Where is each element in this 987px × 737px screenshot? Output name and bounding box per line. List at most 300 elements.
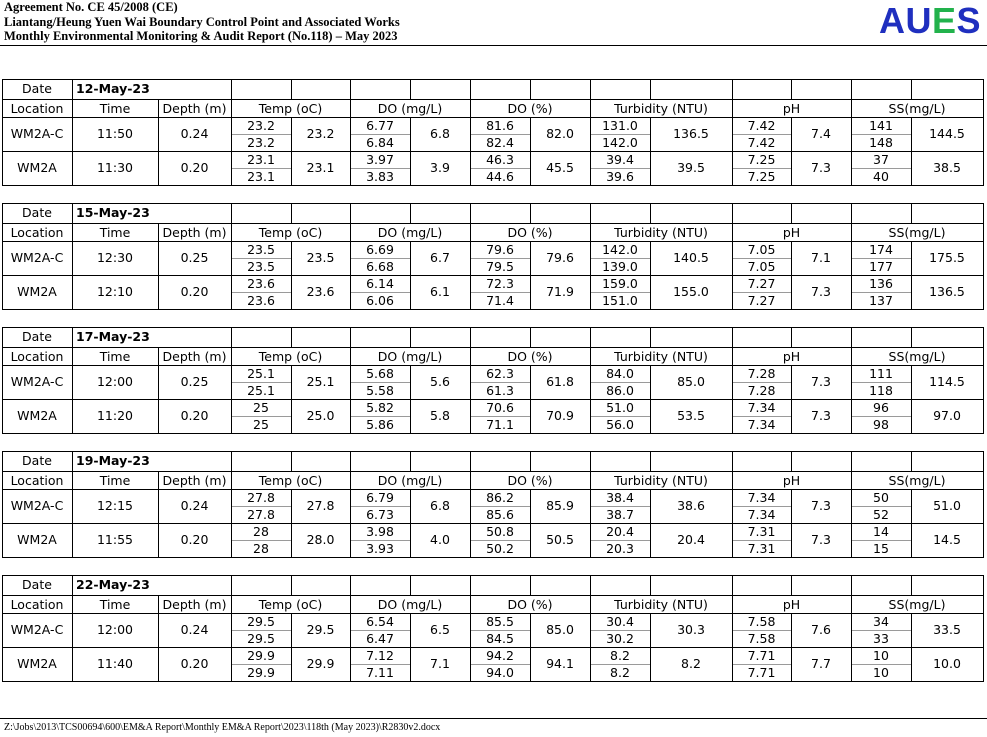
ph-reading-2: 7.34: [747, 417, 776, 432]
temp-average: 25.0: [306, 408, 335, 423]
do-pct-reading-1: 79.6: [486, 242, 514, 257]
grid-line: [2, 347, 3, 366]
grid-line: [72, 575, 73, 596]
aues-logo: AUES: [878, 0, 981, 41]
sub-row-divider: [232, 630, 291, 631]
temp-reading-2: 27.8: [247, 507, 275, 522]
sub-row-divider: [351, 664, 410, 665]
temp-reading-1: 25.1: [247, 366, 275, 381]
grid-line: [983, 203, 984, 224]
grid-line: [983, 647, 984, 682]
do-mgl-average: 5.8: [430, 408, 450, 423]
grid-line: [911, 327, 912, 348]
sub-row-divider: [733, 540, 791, 541]
grid-line: [158, 275, 159, 310]
grid-line: [231, 241, 232, 276]
grid-line: [732, 613, 733, 648]
grid-line: [911, 451, 912, 472]
depth-header: Depth (m): [162, 349, 227, 364]
depth-header: Depth (m): [162, 597, 227, 612]
temp-average: 28.0: [306, 532, 335, 547]
grid-line: [350, 223, 351, 242]
grid-line: [911, 489, 912, 524]
grid-line: [72, 489, 73, 524]
grid-line: [650, 151, 651, 186]
grid-line: [231, 117, 232, 152]
grid-line: [791, 241, 792, 276]
depth-header: Depth (m): [162, 101, 227, 116]
grid-line: [650, 275, 651, 310]
grid-line: [983, 347, 984, 366]
ss-reading-1: 50: [873, 490, 889, 505]
grid-line: [410, 327, 411, 348]
ph-average: 7.3: [811, 408, 831, 423]
temp-header: Temp (oC): [258, 473, 323, 488]
grid-line: [732, 489, 733, 524]
do-mgl-reading-2: 6.06: [366, 293, 394, 308]
turbidity-header: Turbidity (NTU): [614, 225, 708, 240]
do-mgl-reading-2: 6.84: [366, 135, 394, 150]
temp-average: 23.5: [306, 250, 335, 265]
grid-line: [350, 523, 351, 558]
location-header: Location: [10, 597, 64, 612]
grid-line: [732, 327, 733, 348]
grid-line: [590, 575, 591, 596]
sub-row-divider: [852, 134, 911, 135]
grid-line: [983, 471, 984, 490]
turbidity-reading-2: 139.0: [602, 259, 638, 274]
grid-line: [530, 489, 531, 524]
grid-line: [983, 275, 984, 310]
ss-reading-2: 33: [873, 631, 889, 646]
grid-line: [72, 99, 73, 118]
sub-row-divider: [351, 416, 410, 417]
temp-reading-1: 23.6: [247, 276, 275, 291]
grid-line: [911, 399, 912, 434]
grid-line: [72, 203, 73, 224]
grid-line: [72, 399, 73, 434]
ss-header: SS(mg/L): [888, 101, 946, 116]
sub-row-divider: [471, 292, 530, 293]
ph-reading-1: 7.58: [747, 614, 776, 629]
grid-line: [470, 327, 471, 348]
report-title-line: Monthly Environmental Monitoring & Audit Report (No.118) – May 2023: [4, 29, 398, 43]
do-pct-reading-1: 81.6: [486, 118, 514, 133]
grid-line: [851, 365, 852, 400]
grid-line: [650, 489, 651, 524]
location-cell: WM2A: [17, 656, 57, 671]
grid-line: [231, 151, 232, 186]
sub-row-divider: [351, 168, 410, 169]
ss-average: 144.5: [929, 126, 965, 141]
grid-line: [470, 223, 471, 242]
time-header: Time: [99, 101, 131, 116]
ph-reading-1: 7.05: [747, 242, 776, 257]
grid-line: [72, 451, 73, 472]
time-cell: 12:15: [96, 498, 134, 513]
grid-line: [590, 79, 591, 100]
location-cell: WM2A-C: [10, 498, 64, 513]
grid-line: [851, 79, 852, 100]
grid-line: [530, 241, 531, 276]
turbidity-reading-1: 30.4: [606, 614, 634, 629]
ph-reading-1: 7.28: [747, 366, 776, 381]
ph-header: pH: [782, 225, 801, 240]
ss-reading-1: 174: [869, 242, 893, 257]
ph-reading-2: 7.05: [747, 259, 776, 274]
turbidity-reading-1: 131.0: [602, 118, 638, 133]
sub-row-divider: [591, 292, 650, 293]
ph-header: pH: [782, 597, 801, 612]
grid-line: [291, 275, 292, 310]
sub-row-divider: [232, 416, 291, 417]
grid-line: [732, 275, 733, 310]
grid-line: [231, 575, 232, 596]
grid-line: [291, 151, 292, 186]
grid-line: [231, 203, 232, 224]
grid-line: [2, 79, 3, 100]
grid-line: [732, 79, 733, 100]
ss-average: 114.5: [929, 374, 965, 389]
grid-line: [590, 399, 591, 434]
ph-average: 7.3: [811, 284, 831, 299]
grid-line: [231, 79, 232, 100]
turbidity-reading-2: 38.7: [606, 507, 634, 522]
do-mgl-average: 6.8: [430, 126, 450, 141]
grid-line: [291, 79, 292, 100]
grid-line: [2, 523, 3, 558]
turbidity-reading-1: 142.0: [602, 242, 638, 257]
grid-line: [851, 613, 852, 648]
temp-average: 23.1: [306, 160, 335, 175]
ph-reading-1: 7.27: [747, 276, 776, 291]
grid-line: [158, 647, 159, 682]
ph-reading-2: 7.71: [747, 665, 776, 680]
sub-row-divider: [471, 540, 530, 541]
ph-reading-2: 7.42: [747, 135, 776, 150]
do-mgl-average: 5.6: [430, 374, 450, 389]
grid-line: [291, 613, 292, 648]
grid-line: [231, 223, 232, 242]
do-pct-reading-1: 70.6: [486, 400, 514, 415]
do-pct-reading-1: 85.5: [486, 614, 514, 629]
temp-reading-2: 29.9: [247, 665, 275, 680]
do-pct-average: 94.1: [546, 656, 574, 671]
ss-reading-2: 40: [873, 169, 889, 184]
turbidity-reading-2: 39.6: [606, 169, 634, 184]
grid-line: [231, 275, 232, 310]
turbidity-reading-2: 20.3: [606, 541, 634, 556]
date-label: Date: [22, 329, 52, 344]
grid-line: [911, 365, 912, 400]
grid-line: [231, 471, 232, 490]
grid-line: [231, 595, 232, 614]
temp-header: Temp (oC): [258, 597, 323, 612]
grid-line: [983, 79, 984, 100]
grid-line: [732, 471, 733, 490]
grid-line: [590, 241, 591, 276]
ss-reading-1: 14: [873, 524, 889, 539]
grid-line: [911, 117, 912, 152]
grid-line: [732, 595, 733, 614]
temp-header: Temp (oC): [258, 349, 323, 364]
depth-cell: 0.20: [180, 284, 209, 299]
sub-row-divider: [852, 630, 911, 631]
sub-row-divider: [591, 134, 650, 135]
grid-line: [851, 327, 852, 348]
grid-line: [291, 575, 292, 596]
grid-line: [791, 365, 792, 400]
location-cell: WM2A: [17, 408, 57, 423]
ph-header: pH: [782, 473, 801, 488]
table-bottom-border: [2, 309, 984, 310]
temp-reading-1: 28: [253, 524, 269, 539]
file-path-footer: Z:\Jobs\2013\TCS00694\600\EM&A Report\Monthly EM&A Report\2023\118th (May 2023)\R2830v2.docx: [4, 722, 441, 733]
sub-row-divider: [351, 292, 410, 293]
grid-line: [911, 241, 912, 276]
grid-line: [530, 399, 531, 434]
grid-line: [851, 523, 852, 558]
grid-line: [291, 647, 292, 682]
location-cell: WM2A: [17, 532, 57, 547]
grid-line: [851, 451, 852, 472]
ph-reading-2: 7.58: [747, 631, 776, 646]
grid-line: [590, 327, 591, 348]
grid-line: [410, 203, 411, 224]
sub-row-divider: [852, 664, 911, 665]
grid-line: [470, 489, 471, 524]
temp-reading-1: 27.8: [247, 490, 275, 505]
depth-cell: 0.24: [180, 126, 209, 141]
sub-row-divider: [733, 168, 791, 169]
grid-line: [158, 365, 159, 400]
grid-line: [410, 575, 411, 596]
turbidity-reading-1: 84.0: [606, 366, 634, 381]
grid-line: [231, 347, 232, 366]
grid-line: [231, 99, 232, 118]
do-mgl-reading-1: 5.82: [366, 400, 394, 415]
sub-row-divider: [471, 416, 530, 417]
do-mgl-reading-1: 6.14: [366, 276, 394, 291]
grid-line: [158, 241, 159, 276]
do-mgl-reading-1: 5.68: [366, 366, 394, 381]
do-mgl-reading-1: 3.97: [366, 152, 394, 167]
grid-line: [2, 327, 3, 348]
turbidity-reading-2: 8.2: [610, 665, 630, 680]
grid-line: [590, 347, 591, 366]
grid-line: [470, 347, 471, 366]
grid-line: [732, 203, 733, 224]
ph-average: 7.6: [811, 622, 831, 637]
grid-line: [650, 647, 651, 682]
grid-line: [410, 275, 411, 310]
sub-row-divider: [232, 382, 291, 383]
grid-line: [410, 241, 411, 276]
grid-line: [590, 595, 591, 614]
temp-reading-2: 28: [253, 541, 269, 556]
grid-line: [410, 79, 411, 100]
grid-line: [350, 471, 351, 490]
do-pct-average: 61.8: [546, 374, 574, 389]
table-bottom-border: [2, 557, 984, 558]
grid-line: [983, 241, 984, 276]
ss-average: 10.0: [933, 656, 961, 671]
sub-row-divider: [351, 258, 410, 259]
depth-header: Depth (m): [162, 473, 227, 488]
grid-line: [650, 575, 651, 596]
sub-row-divider: [351, 540, 410, 541]
do-mgl-reading-1: 6.77: [366, 118, 394, 133]
turbidity-average: 38.6: [677, 498, 705, 513]
grid-line: [791, 327, 792, 348]
ph-average: 7.4: [811, 126, 831, 141]
grid-line: [231, 399, 232, 434]
sub-row-divider: [591, 416, 650, 417]
grid-line: [590, 451, 591, 472]
grid-line: [791, 613, 792, 648]
sub-row-divider: [232, 664, 291, 665]
turbidity-reading-2: 142.0: [602, 135, 638, 150]
grid-line: [158, 99, 159, 118]
grid-line: [2, 647, 3, 682]
turbidity-reading-1: 8.2: [610, 648, 630, 663]
date-value: 12-May-23: [76, 81, 150, 96]
grid-line: [350, 613, 351, 648]
do-pct-reading-1: 72.3: [486, 276, 514, 291]
grid-line: [650, 203, 651, 224]
turbidity-average: 53.5: [677, 408, 705, 423]
grid-line: [410, 523, 411, 558]
grid-line: [791, 647, 792, 682]
ph-average: 7.3: [811, 532, 831, 547]
grid-line: [911, 613, 912, 648]
ss-reading-1: 136: [869, 276, 893, 291]
grid-line: [72, 647, 73, 682]
grid-line: [72, 223, 73, 242]
grid-line: [791, 203, 792, 224]
grid-line: [410, 489, 411, 524]
sub-row-divider: [733, 630, 791, 631]
grid-line: [650, 117, 651, 152]
grid-line: [983, 575, 984, 596]
temp-reading-1: 25: [253, 400, 269, 415]
grid-line: [791, 151, 792, 186]
grid-line: [158, 489, 159, 524]
sub-row-divider: [852, 416, 911, 417]
ss-average: 33.5: [933, 622, 961, 637]
ph-average: 7.7: [811, 656, 831, 671]
grid-line: [983, 399, 984, 434]
time-cell: 12:00: [96, 374, 134, 389]
turbidity-average: 136.5: [673, 126, 709, 141]
grid-line: [732, 647, 733, 682]
sub-row-divider: [591, 664, 650, 665]
ph-reading-1: 7.71: [747, 648, 776, 663]
ss-average: 38.5: [933, 160, 961, 175]
grid-line: [732, 365, 733, 400]
grid-line: [2, 575, 3, 596]
grid-line: [72, 275, 73, 310]
time-header: Time: [99, 473, 131, 488]
temp-reading-1: 29.5: [247, 614, 275, 629]
grid-line: [791, 523, 792, 558]
turbidity-average: 8.2: [681, 656, 701, 671]
grid-line: [851, 347, 852, 366]
grid-line: [851, 99, 852, 118]
do-pct-average: 70.9: [546, 408, 574, 423]
sub-row-divider: [471, 382, 530, 383]
sub-row-divider: [471, 168, 530, 169]
grid-line: [650, 613, 651, 648]
ph-average: 7.3: [811, 498, 831, 513]
do-mgl-reading-2: 5.86: [366, 417, 394, 432]
turbidity-header: Turbidity (NTU): [614, 101, 708, 116]
grid-line: [732, 117, 733, 152]
grid-line: [72, 79, 73, 100]
grid-line: [851, 399, 852, 434]
grid-line: [2, 595, 3, 614]
grid-line: [72, 613, 73, 648]
grid-line: [291, 327, 292, 348]
date-label: Date: [22, 577, 52, 592]
do-pct-average: 71.9: [546, 284, 574, 299]
grid-line: [291, 241, 292, 276]
grid-line: [470, 399, 471, 434]
grid-line: [791, 275, 792, 310]
grid-line: [410, 399, 411, 434]
sub-row-divider: [232, 168, 291, 169]
location-header: Location: [10, 349, 64, 364]
temp-reading-1: 29.9: [247, 648, 275, 663]
ss-reading-2: 98: [873, 417, 889, 432]
grid-line: [291, 451, 292, 472]
grid-line: [470, 471, 471, 490]
sub-row-divider: [733, 416, 791, 417]
temp-average: 29.5: [306, 622, 335, 637]
ss-reading-2: 177: [869, 259, 893, 274]
grid-line: [983, 613, 984, 648]
sub-row-divider: [471, 258, 530, 259]
table-bottom-border: [2, 681, 984, 682]
grid-line: [470, 451, 471, 472]
depth-cell: 0.20: [180, 656, 209, 671]
grid-line: [791, 117, 792, 152]
grid-line: [911, 647, 912, 682]
date-value: 22-May-23: [76, 577, 150, 592]
grid-line: [650, 365, 651, 400]
do-pct-reading-1: 62.3: [486, 366, 514, 381]
grid-line: [231, 327, 232, 348]
grid-line: [350, 575, 351, 596]
do-pct-average: 82.0: [546, 126, 574, 141]
grid-line: [470, 523, 471, 558]
grid-line: [983, 151, 984, 186]
sub-row-divider: [733, 382, 791, 383]
grid-line: [350, 399, 351, 434]
depth-cell: 0.24: [180, 622, 209, 637]
grid-line: [590, 489, 591, 524]
do-mgl-average: 3.9: [430, 160, 450, 175]
ss-reading-2: 148: [869, 135, 893, 150]
ph-reading-1: 7.34: [747, 400, 776, 415]
grid-line: [530, 575, 531, 596]
ss-reading-1: 141: [869, 118, 893, 133]
grid-line: [851, 223, 852, 242]
turbidity-average: 30.3: [677, 622, 705, 637]
location-cell: WM2A-C: [10, 622, 64, 637]
turbidity-header: Turbidity (NTU): [614, 349, 708, 364]
grid-line: [530, 117, 531, 152]
